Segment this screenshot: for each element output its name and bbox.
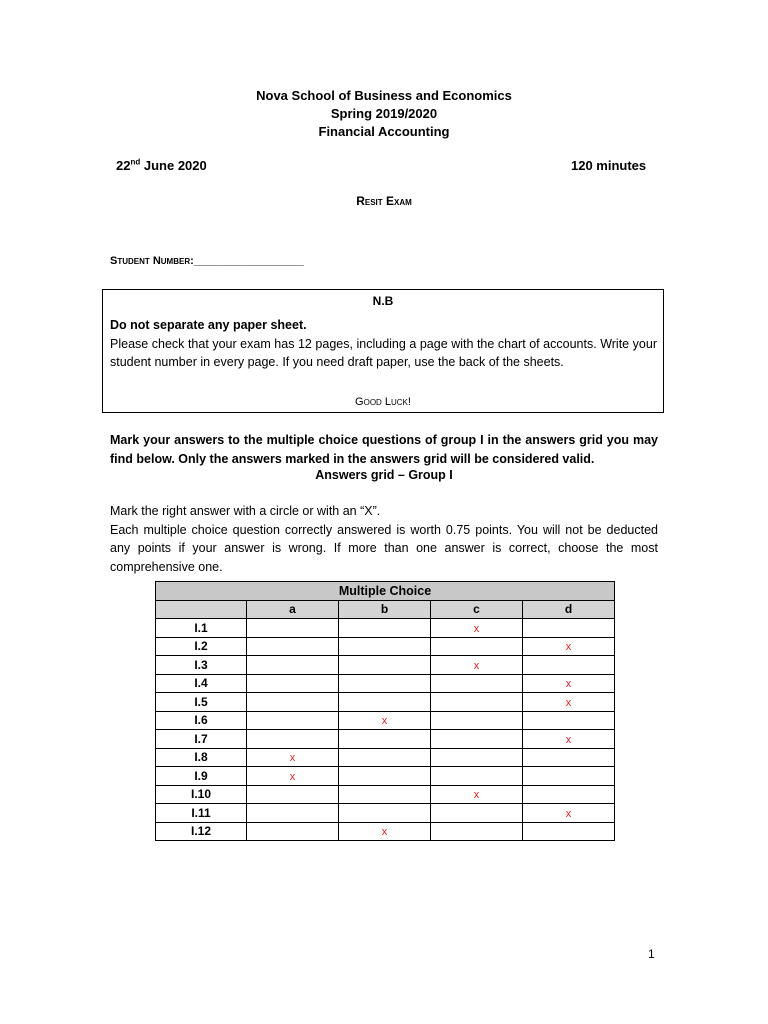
table-row (156, 674, 615, 693)
exam-header (0, 87, 768, 141)
table-row (156, 711, 615, 730)
exam-duration: 120 minutes (571, 158, 647, 173)
answer-cell-b[interactable] (339, 637, 431, 656)
answer-cell-c[interactable] (431, 730, 523, 749)
answer-cell-b[interactable] (339, 822, 431, 841)
answer-mark: x (289, 752, 296, 765)
answer-mark: x (565, 678, 572, 691)
table-row (156, 748, 615, 767)
answer-cell-a[interactable] (247, 822, 339, 841)
answer-cell-d[interactable] (523, 730, 615, 749)
answer-mark: x (381, 715, 388, 728)
answer-cell-c[interactable] (431, 767, 523, 786)
table-row (156, 693, 615, 712)
answer-cell-c[interactable] (431, 637, 523, 656)
answer-cell-a[interactable] (247, 804, 339, 823)
question-number: I.4 (156, 674, 247, 693)
option-header-a: a (247, 600, 339, 619)
nb-title: N.B (372, 294, 394, 308)
answer-cell-b[interactable] (339, 730, 431, 749)
answer-cell-c[interactable] (431, 693, 523, 712)
answer-cell-c[interactable] (431, 785, 523, 804)
grid-title: Answers grid – Group I (315, 468, 453, 482)
answer-cell-b[interactable] (339, 785, 431, 804)
question-number: I.1 (156, 619, 247, 638)
answer-cell-b[interactable] (339, 656, 431, 675)
option-header-b: b (339, 600, 431, 619)
marking-line-2: Each multiple choice question correctly answered is worth 0.75 points. You will not be deducted any points if your answer is wrong. If more than one answer is correct, choose the most comprehensive one. (110, 522, 658, 574)
table-row (156, 730, 615, 749)
table-row (156, 785, 615, 804)
question-number: I.2 (156, 637, 247, 656)
answer-cell-a[interactable] (247, 674, 339, 693)
answer-cell-b[interactable] (339, 711, 431, 730)
answer-cell-d[interactable] (523, 748, 615, 767)
instructions: Mark your answers to the multiple choice questions of group I in the answers grid you may find below. Only the answers marked in the answers grid will be considered valid. (110, 433, 658, 466)
answer-cell-b[interactable] (339, 804, 431, 823)
answer-cell-b[interactable] (339, 767, 431, 786)
answer-mark: x (289, 770, 296, 783)
table-row (156, 637, 615, 656)
school-name: Nova School of Business and Economics (256, 88, 512, 103)
answer-mark: x (473, 659, 480, 672)
answer-cell-b[interactable] (339, 619, 431, 638)
answer-mark: x (381, 826, 388, 839)
answers-grid-header (156, 600, 615, 619)
answer-cell-d[interactable] (523, 711, 615, 730)
answer-cell-a[interactable] (247, 711, 339, 730)
answer-mark: x (565, 696, 572, 709)
answer-mark: x (473, 622, 480, 635)
answer-cell-b[interactable] (339, 693, 431, 712)
question-number: I.7 (156, 730, 247, 749)
answer-cell-d[interactable] (523, 822, 615, 841)
answer-cell-c[interactable] (431, 804, 523, 823)
answer-cell-d[interactable] (523, 767, 615, 786)
answer-cell-d[interactable] (523, 637, 615, 656)
nb-footer: Good Luck! (355, 396, 411, 408)
answer-cell-c[interactable] (431, 711, 523, 730)
answer-cell-a[interactable] (247, 767, 339, 786)
marking-instructions (110, 502, 658, 576)
answer-cell-a[interactable] (247, 730, 339, 749)
answer-cell-c[interactable] (431, 748, 523, 767)
answer-cell-d[interactable] (523, 674, 615, 693)
answers-grid-body (156, 619, 615, 841)
question-number: I.9 (156, 767, 247, 786)
answer-cell-a[interactable] (247, 656, 339, 675)
marking-line-1: Mark the right answer with a circle or with an “X”. (110, 504, 381, 518)
option-header-c: c (431, 600, 523, 619)
course-name: Financial Accounting (318, 124, 450, 139)
table-row (156, 656, 615, 675)
question-number: I.10 (156, 785, 247, 804)
question-column-header (156, 600, 247, 619)
answers-grid-title: Multiple Choice (156, 582, 615, 601)
answers-grid (155, 581, 615, 841)
exam-type: Resit Exam (356, 194, 412, 208)
answer-cell-c[interactable] (431, 822, 523, 841)
answer-mark: x (473, 789, 480, 802)
answer-cell-a[interactable] (247, 619, 339, 638)
answer-cell-d[interactable] (523, 693, 615, 712)
table-row (156, 822, 615, 841)
nb-box (102, 289, 664, 413)
nb-bold-line: Do not separate any paper sheet. (110, 318, 307, 332)
answer-mark: x (565, 807, 572, 820)
exam-date: 22nd June 2020 (116, 157, 207, 173)
question-number: I.11 (156, 804, 247, 823)
answer-mark: x (565, 733, 572, 746)
answer-mark: x (565, 641, 572, 654)
student-number-field[interactable]: Student Number:__________________ (110, 255, 304, 267)
question-number: I.3 (156, 656, 247, 675)
option-header-d: d (523, 600, 615, 619)
nb-body (110, 316, 657, 372)
answer-cell-b[interactable] (339, 674, 431, 693)
answer-cell-d[interactable] (523, 785, 615, 804)
term: Spring 2019/2020 (330, 106, 438, 121)
question-number: I.5 (156, 693, 247, 712)
answer-cell-d[interactable] (523, 804, 615, 823)
table-row (156, 619, 615, 638)
nb-text: Please check that your exam has 12 pages, including a page with the chart of accounts. Write your student number in every page. If you need draft paper, use the back of the sheets. (110, 336, 657, 369)
answer-cell-c[interactable] (431, 656, 523, 675)
question-number: I.8 (156, 748, 247, 767)
answer-cell-c[interactable] (431, 674, 523, 693)
answer-cell-a[interactable] (247, 693, 339, 712)
answer-cell-b[interactable] (339, 748, 431, 767)
answer-cell-a[interactable] (247, 748, 339, 767)
answer-cell-c[interactable] (431, 619, 523, 638)
question-number: I.6 (156, 711, 247, 730)
answer-cell-d[interactable] (523, 656, 615, 675)
answer-cell-a[interactable] (247, 637, 339, 656)
question-number: I.12 (156, 822, 247, 841)
answer-cell-d[interactable] (523, 619, 615, 638)
page-number: 1 (648, 947, 655, 961)
answer-cell-a[interactable] (247, 785, 339, 804)
table-row (156, 804, 615, 823)
table-row (156, 767, 615, 786)
